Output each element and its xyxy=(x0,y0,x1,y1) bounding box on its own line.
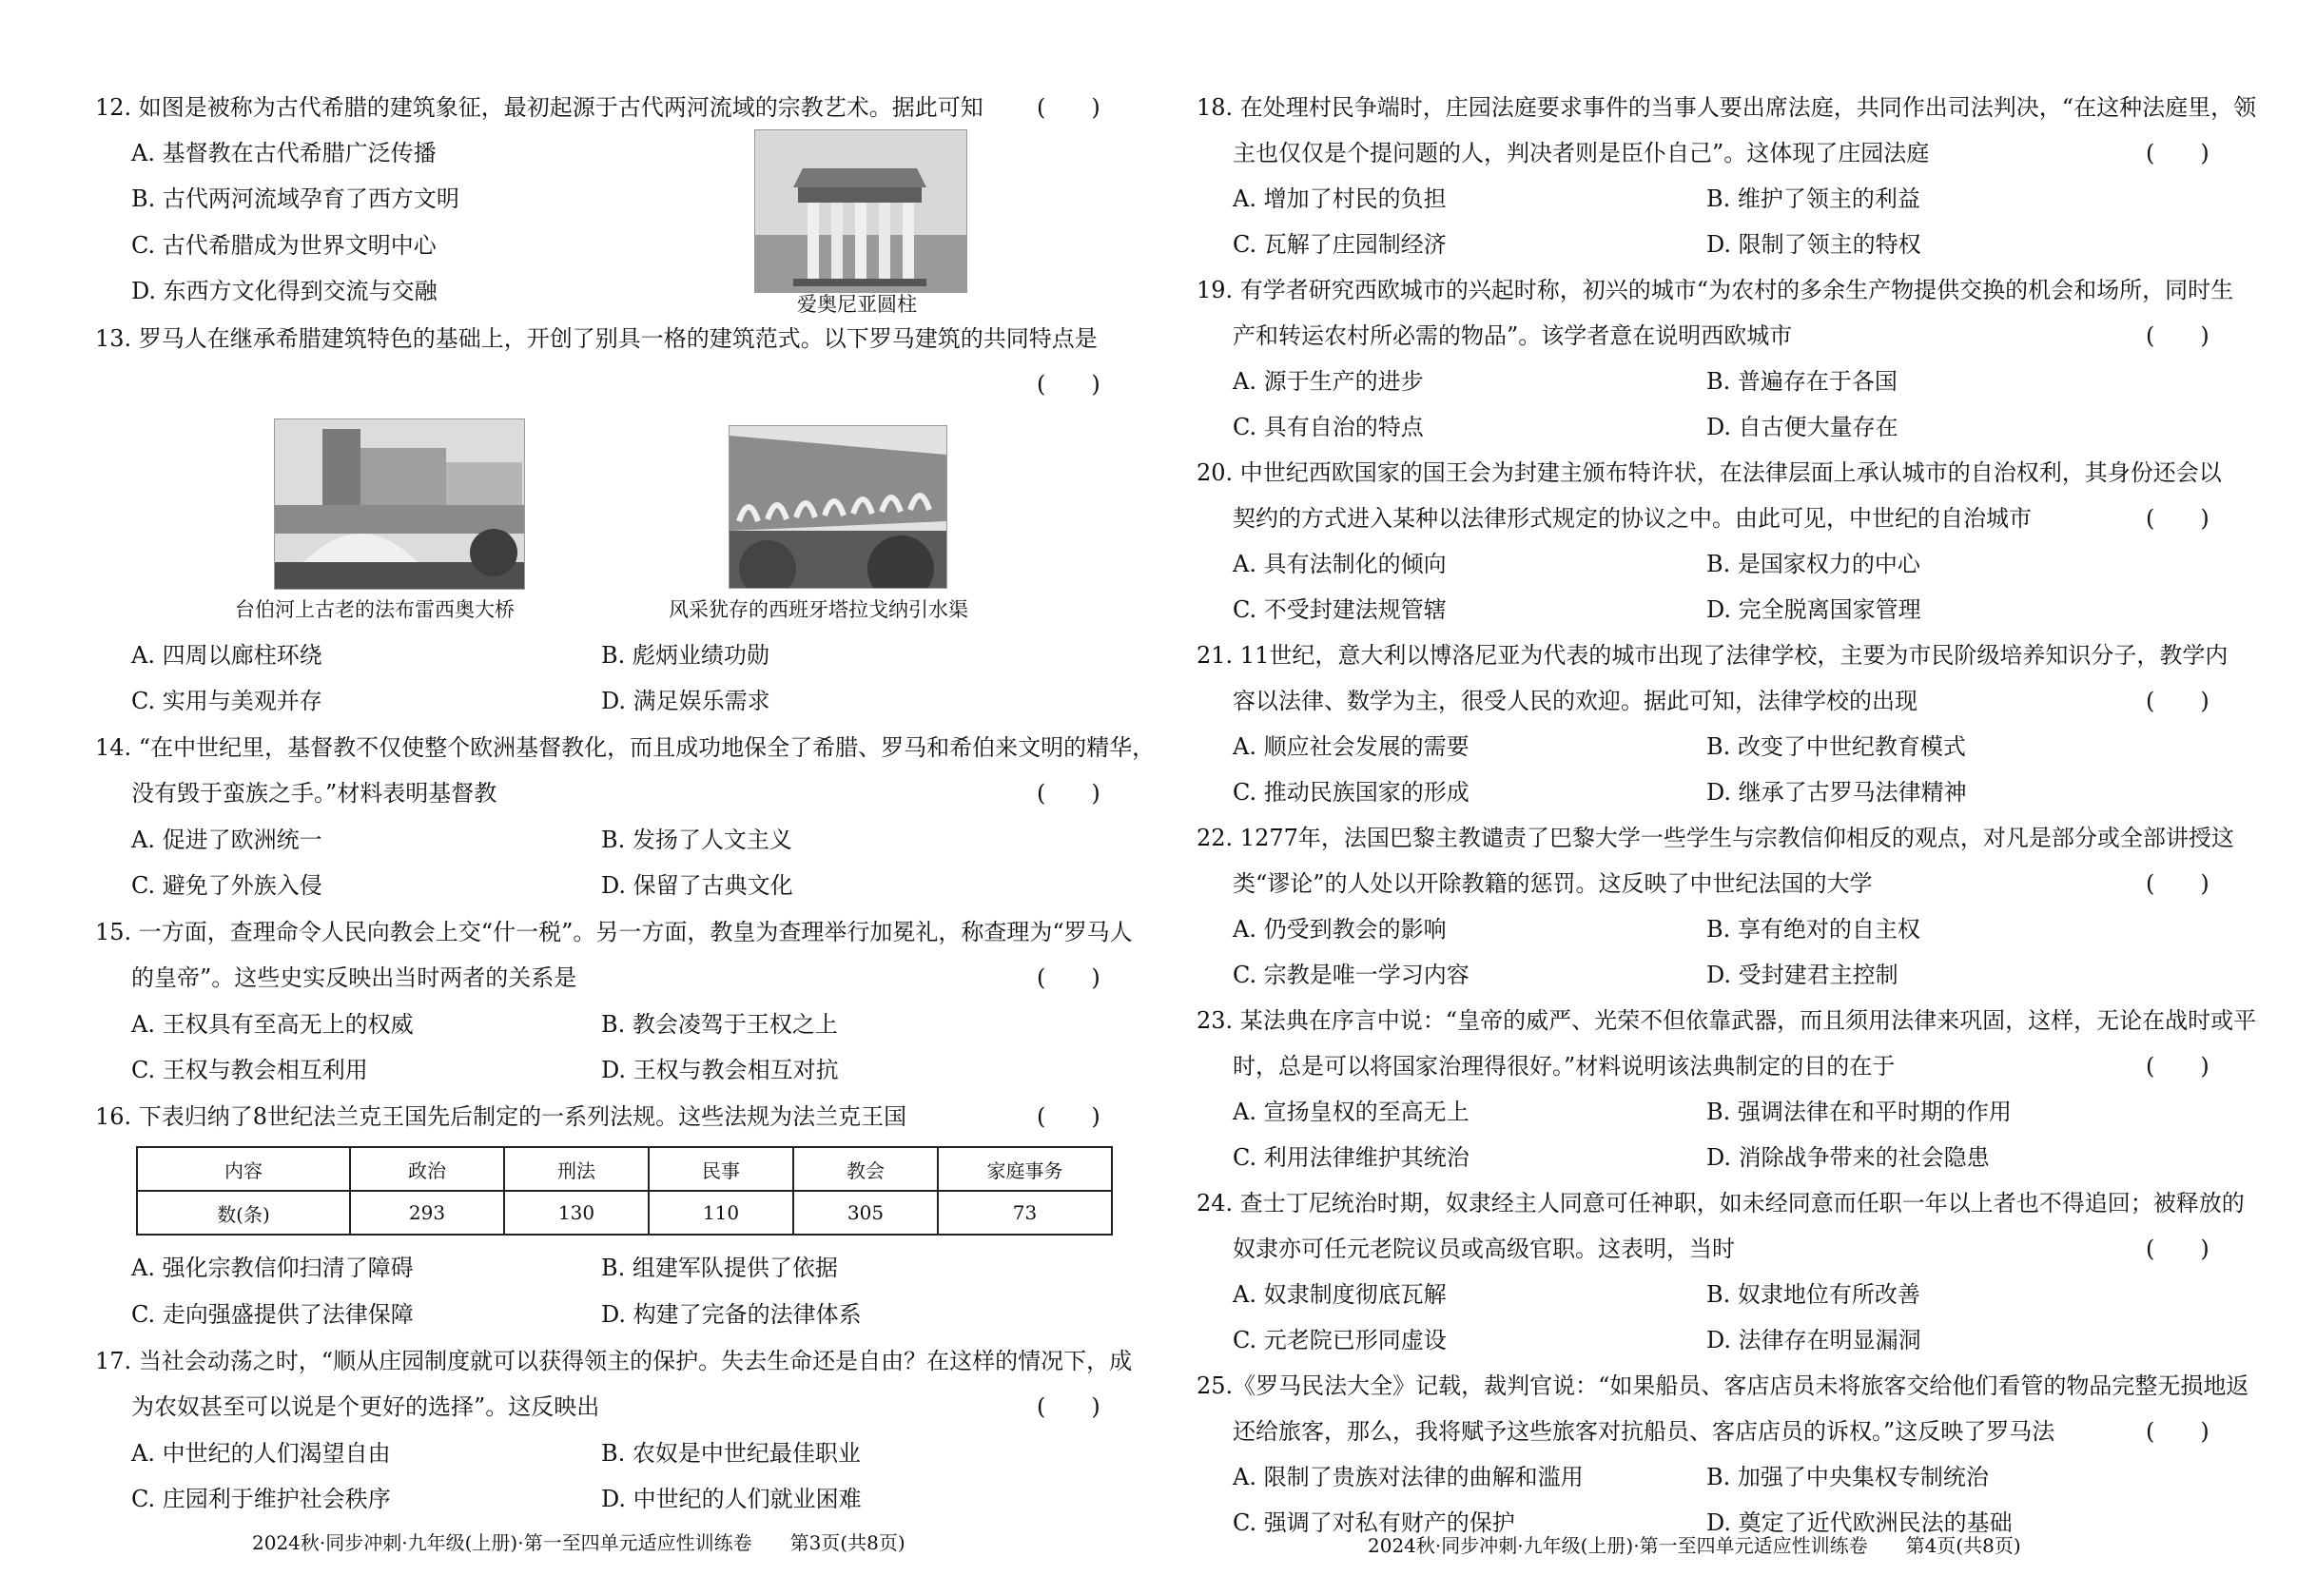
q12-option-d: D. 东西方文化得到交流与交融 xyxy=(131,278,438,304)
table-header-cell: 家庭事务 xyxy=(938,1147,1112,1191)
q24-option-c: C. 元老院已形同虚设 xyxy=(1233,1327,1447,1353)
tarragona-aqueduct-caption: 风采犹存的西班牙塔拉戈纳引水渠 xyxy=(669,598,968,621)
q14-option-d: D. 保留了古典文化 xyxy=(601,872,793,899)
q24-stem-line1: 24. 查士丁尼统治时期，奴隶经主人同意可任神职，如未经同意而任职一年以上者也不得追回；被释放的 xyxy=(1197,1190,2245,1216)
q14-option-a: A. 促进了欧洲统一 xyxy=(131,827,322,853)
q18-stem-line1: 18. 在处理村民争端时，庄园法庭要求事件的当事人要出席法庭，共同作出司法判决，“在这种法庭里，领 xyxy=(1197,94,2257,121)
q18-answer-paren: ( ) xyxy=(2146,140,2209,166)
table-header-cell: 政治 xyxy=(350,1147,504,1191)
q22-option-d: D. 受封建君主控制 xyxy=(1706,962,1898,988)
q13-stem: 13. 罗马人在继承希腊建筑特色的基础上，开创了别具一格的建筑范式。以下罗马建筑的共同特点是 xyxy=(95,325,1098,352)
q14-stem-line2: 没有毁于蛮族之手。”材料表明基督教 xyxy=(131,780,497,807)
q22-option-c: C. 宗教是唯一学习内容 xyxy=(1233,962,1470,988)
q13-answer-paren: ( ) xyxy=(1037,371,1100,398)
q20-option-c: C. 不受封建法规管辖 xyxy=(1233,596,1447,623)
q19-stem-line1: 19. 有学者研究西欧城市的兴起时称，初兴的城市“为农村的多余生产物提供交换的机会和场所，同时生 xyxy=(1197,277,2234,303)
q17-option-a: A. 中世纪的人们渴望自由 xyxy=(131,1440,391,1467)
q17-option-d: D. 中世纪的人们就业困难 xyxy=(601,1486,862,1512)
q19-option-b: B. 普遍存在于各国 xyxy=(1706,368,1898,395)
q21-stem-line2: 容以法律、数学为主，很受人民的欢迎。据此可知，法律学校的出现 xyxy=(1233,688,1917,714)
tarragona-aqueduct-photo xyxy=(729,425,947,589)
q21-stem-line1: 21. 11世纪，意大利以博洛尼亚为代表的城市出现了法律学校，主要为市民阶级培养知识分子，教学内 xyxy=(1197,642,2229,669)
q23-stem-line1: 23. 某法典在序言中说：“皇帝的威严、光荣不但依靠武器，而且须用法律来巩固，这样，无论在战时或平 xyxy=(1197,1007,2257,1034)
q17-answer-paren: ( ) xyxy=(1037,1393,1100,1420)
q14-stem-line1: 14. “在中世纪里，基督教不仅使整个欧洲基督教化，而且成功地保全了希腊、罗马和希伯来文明的精华， xyxy=(95,734,1156,761)
q21-answer-paren: ( ) xyxy=(2146,688,2209,714)
q12-option-c: C. 古代希腊成为世界文明中心 xyxy=(131,232,437,259)
q12-answer-paren: ( ) xyxy=(1037,94,1100,121)
q24-option-d: D. 法律存在明显漏洞 xyxy=(1706,1327,1921,1353)
q22-answer-paren: ( ) xyxy=(2146,870,2209,897)
q13-option-a: A. 四周以廊柱环绕 xyxy=(131,642,322,669)
q23-option-b: B. 强调法律在和平时期的作用 xyxy=(1706,1099,2012,1125)
q16-option-b: B. 组建军队提供了依据 xyxy=(601,1255,838,1281)
q12-option-b: B. 古代两河流域孕育了西方文明 xyxy=(131,185,459,212)
q18-option-c: C. 瓦解了庄园制经济 xyxy=(1233,231,1447,258)
q14-option-c: C. 避免了外族入侵 xyxy=(131,872,322,899)
q20-stem-line1: 20. 中世纪西欧国家的国王会为封建主颁布特许状，在法律层面上承认城市的自治权利，其身份还会以 xyxy=(1197,459,2222,486)
q15-stem-line1: 15. 一方面，查理命令人民向教会上交“什一税”。另一方面，教皇为查理举行加冕礼，称查理为“罗马人 xyxy=(95,919,1133,945)
q16-option-a: A. 强化宗教信仰扫清了障碍 xyxy=(131,1255,414,1281)
q18-stem-line2: 主也仅仅是个提问题的人，判决者则是臣仆自己”。这体现了庄园法庭 xyxy=(1233,140,1930,166)
q22-stem-line1: 22. 1277年，法国巴黎主教谴责了巴黎大学一些学生与宗教信仰相反的观点，对凡是部分或全部讲授这 xyxy=(1197,825,2234,851)
q21-option-d: D. 继承了古罗马法律精神 xyxy=(1706,779,1967,806)
q21-option-b: B. 改变了中世纪教育模式 xyxy=(1706,733,1966,760)
table-header-cell: 教会 xyxy=(793,1147,938,1191)
q25-option-c: C. 强调了对私有财产的保护 xyxy=(1233,1509,1515,1536)
q19-option-a: A. 源于生产的进步 xyxy=(1233,368,1424,395)
q20-stem-line2: 契约的方式进入某种以法律形式规定的协议之中。由此可见，中世纪的自治城市 xyxy=(1233,505,2032,532)
q14-answer-paren: ( ) xyxy=(1037,780,1100,807)
q25-option-a: A. 限制了贵族对法律的曲解和滥用 xyxy=(1233,1464,1584,1490)
q20-answer-paren: ( ) xyxy=(2146,505,2209,532)
q21-option-c: C. 推动民族国家的形成 xyxy=(1233,779,1470,806)
ionic-column-caption: 爱奥尼亚圆柱 xyxy=(797,293,917,316)
page-footer: 2024秋·同步冲刺·九年级(上册)·第一至四单元适应性训练卷 第4页(共8页) xyxy=(1368,1534,2021,1557)
q22-stem-line2: 类“谬论”的人处以开除教籍的惩罚。这反映了中世纪法国的大学 xyxy=(1233,870,1873,897)
q23-stem-line2: 时，总是可以将国家治理得很好。”材料说明该法典制定的目的在于 xyxy=(1233,1053,1896,1080)
q25-stem-line1: 25.《罗马民法大全》记载，裁判官说：“如果船员、客店店员未将旅客交给他们看管的物品完整无损地返 xyxy=(1197,1372,2249,1399)
q17-option-c: C. 庄园利于维护社会秩序 xyxy=(131,1486,391,1512)
q17-option-b: B. 农奴是中世纪最佳职业 xyxy=(601,1440,861,1467)
q16-stem: 16. 下表归纳了8世纪法兰克王国先后制定的一系列法规。这些法规为法兰克王国 xyxy=(95,1103,907,1130)
q24-answer-paren: ( ) xyxy=(2146,1236,2209,1262)
q19-answer-paren: ( ) xyxy=(2146,322,2209,349)
q23-option-d: D. 消除战争带来的社会隐患 xyxy=(1706,1144,1990,1171)
table-cell: 305 xyxy=(793,1191,938,1235)
table-header-cell: 民事 xyxy=(649,1147,793,1191)
q18-option-a: A. 增加了村民的负担 xyxy=(1233,185,1447,212)
q16-option-d: D. 构建了完备的法律体系 xyxy=(601,1301,862,1328)
q24-stem-line2: 奴隶亦可任元老院议员或高级官职。这表明，当时 xyxy=(1233,1236,1735,1262)
ionic-column-photo xyxy=(754,129,967,293)
table-cell: 293 xyxy=(350,1191,504,1235)
q15-option-b: B. 教会凌驾于王权之上 xyxy=(601,1011,838,1038)
q15-option-c: C. 王权与教会相互利用 xyxy=(131,1057,368,1083)
q22-option-b: B. 享有绝对的自主权 xyxy=(1706,916,1920,943)
q17-stem-line1: 17. 当社会动荡之时，“顺从庄园制度就可以获得领主的保护。失去生命还是自由？在这样的情况下，成 xyxy=(95,1348,1133,1374)
q18-option-b: B. 维护了领主的利益 xyxy=(1706,185,1920,212)
q20-option-d: D. 完全脱离国家管理 xyxy=(1706,596,1921,623)
q13-option-b: B. 彪炳业绩功勋 xyxy=(601,642,769,669)
q25-answer-paren: ( ) xyxy=(2146,1418,2209,1445)
q15-option-a: A. 王权具有至高无上的权威 xyxy=(131,1011,414,1038)
q13-option-c: C. 实用与美观并存 xyxy=(131,688,322,714)
table-header-cell: 内容 xyxy=(137,1147,350,1191)
table-row xyxy=(137,1191,1112,1235)
q23-option-c: C. 利用法律维护其统治 xyxy=(1233,1144,1470,1171)
table-cell: 数(条) xyxy=(137,1191,350,1235)
q24-option-a: A. 奴隶制度彻底瓦解 xyxy=(1233,1281,1447,1308)
q19-option-c: C. 具有自治的特点 xyxy=(1233,414,1424,440)
q19-stem-line2: 产和转运农村所必需的物品”。该学者意在说明西欧城市 xyxy=(1233,322,1793,349)
q15-option-d: D. 王权与教会相互对抗 xyxy=(601,1057,839,1083)
q14-option-b: B. 发扬了人文主义 xyxy=(601,827,792,853)
q18-option-d: D. 限制了领主的特权 xyxy=(1706,231,1921,258)
q23-answer-paren: ( ) xyxy=(2146,1053,2209,1080)
q22-option-a: A. 仍受到教会的影响 xyxy=(1233,916,1447,943)
table-header-cell: 刑法 xyxy=(504,1147,649,1191)
page-footer: 2024秋·同步冲刺·九年级(上册)·第一至四单元适应性训练卷 第3页(共8页) xyxy=(252,1531,905,1554)
fabricio-bridge-caption: 台伯河上古老的法布雷西奥大桥 xyxy=(235,598,515,621)
q15-stem-line2: 的皇帝”。这些史实反映出当时两者的关系是 xyxy=(131,964,577,991)
q24-option-b: B. 奴隶地位有所改善 xyxy=(1706,1281,1920,1308)
q15-answer-paren: ( ) xyxy=(1037,964,1100,991)
q23-option-a: A. 宣扬皇权的至高无上 xyxy=(1233,1099,1470,1125)
q16-answer-paren: ( ) xyxy=(1037,1103,1100,1130)
q17-stem-line2: 为农奴甚至可以说是个更好的选择”。这反映出 xyxy=(131,1393,600,1420)
q21-option-a: A. 顺应社会发展的需要 xyxy=(1233,733,1470,760)
q20-option-b: B. 是国家权力的中心 xyxy=(1706,551,1920,577)
q25-option-d: D. 奠定了近代欧洲民法的基础 xyxy=(1706,1509,2013,1536)
q16-option-c: C. 走向强盛提供了法律保障 xyxy=(131,1301,414,1328)
q25-option-b: B. 加强了中央集权专制统治 xyxy=(1706,1464,1989,1490)
frankish-laws-table xyxy=(136,1146,1113,1236)
q19-option-d: D. 自古便大量存在 xyxy=(1706,414,1898,440)
q13-option-d: D. 满足娱乐需求 xyxy=(601,688,770,714)
table-cell: 110 xyxy=(649,1191,793,1235)
exam-page-4 xyxy=(1149,0,2297,1596)
q12-option-a: A. 基督教在古代希腊广泛传播 xyxy=(131,140,437,166)
table-cell: 130 xyxy=(504,1191,649,1235)
q20-option-a: A. 具有法制化的倾向 xyxy=(1233,551,1447,577)
table-header-row xyxy=(137,1147,1112,1191)
table-cell: 73 xyxy=(938,1191,1112,1235)
fabricio-bridge-photo xyxy=(274,418,525,590)
q12-stem: 12. 如图是被称为古代希腊的建筑象征，最初起源于古代两河流域的宗教艺术。据此可知 xyxy=(95,94,983,121)
q25-stem-line2: 还给旅客，那么，我将赋予这些旅客对抗船员、客店店员的诉权。”这反映了罗马法 xyxy=(1233,1418,2055,1445)
